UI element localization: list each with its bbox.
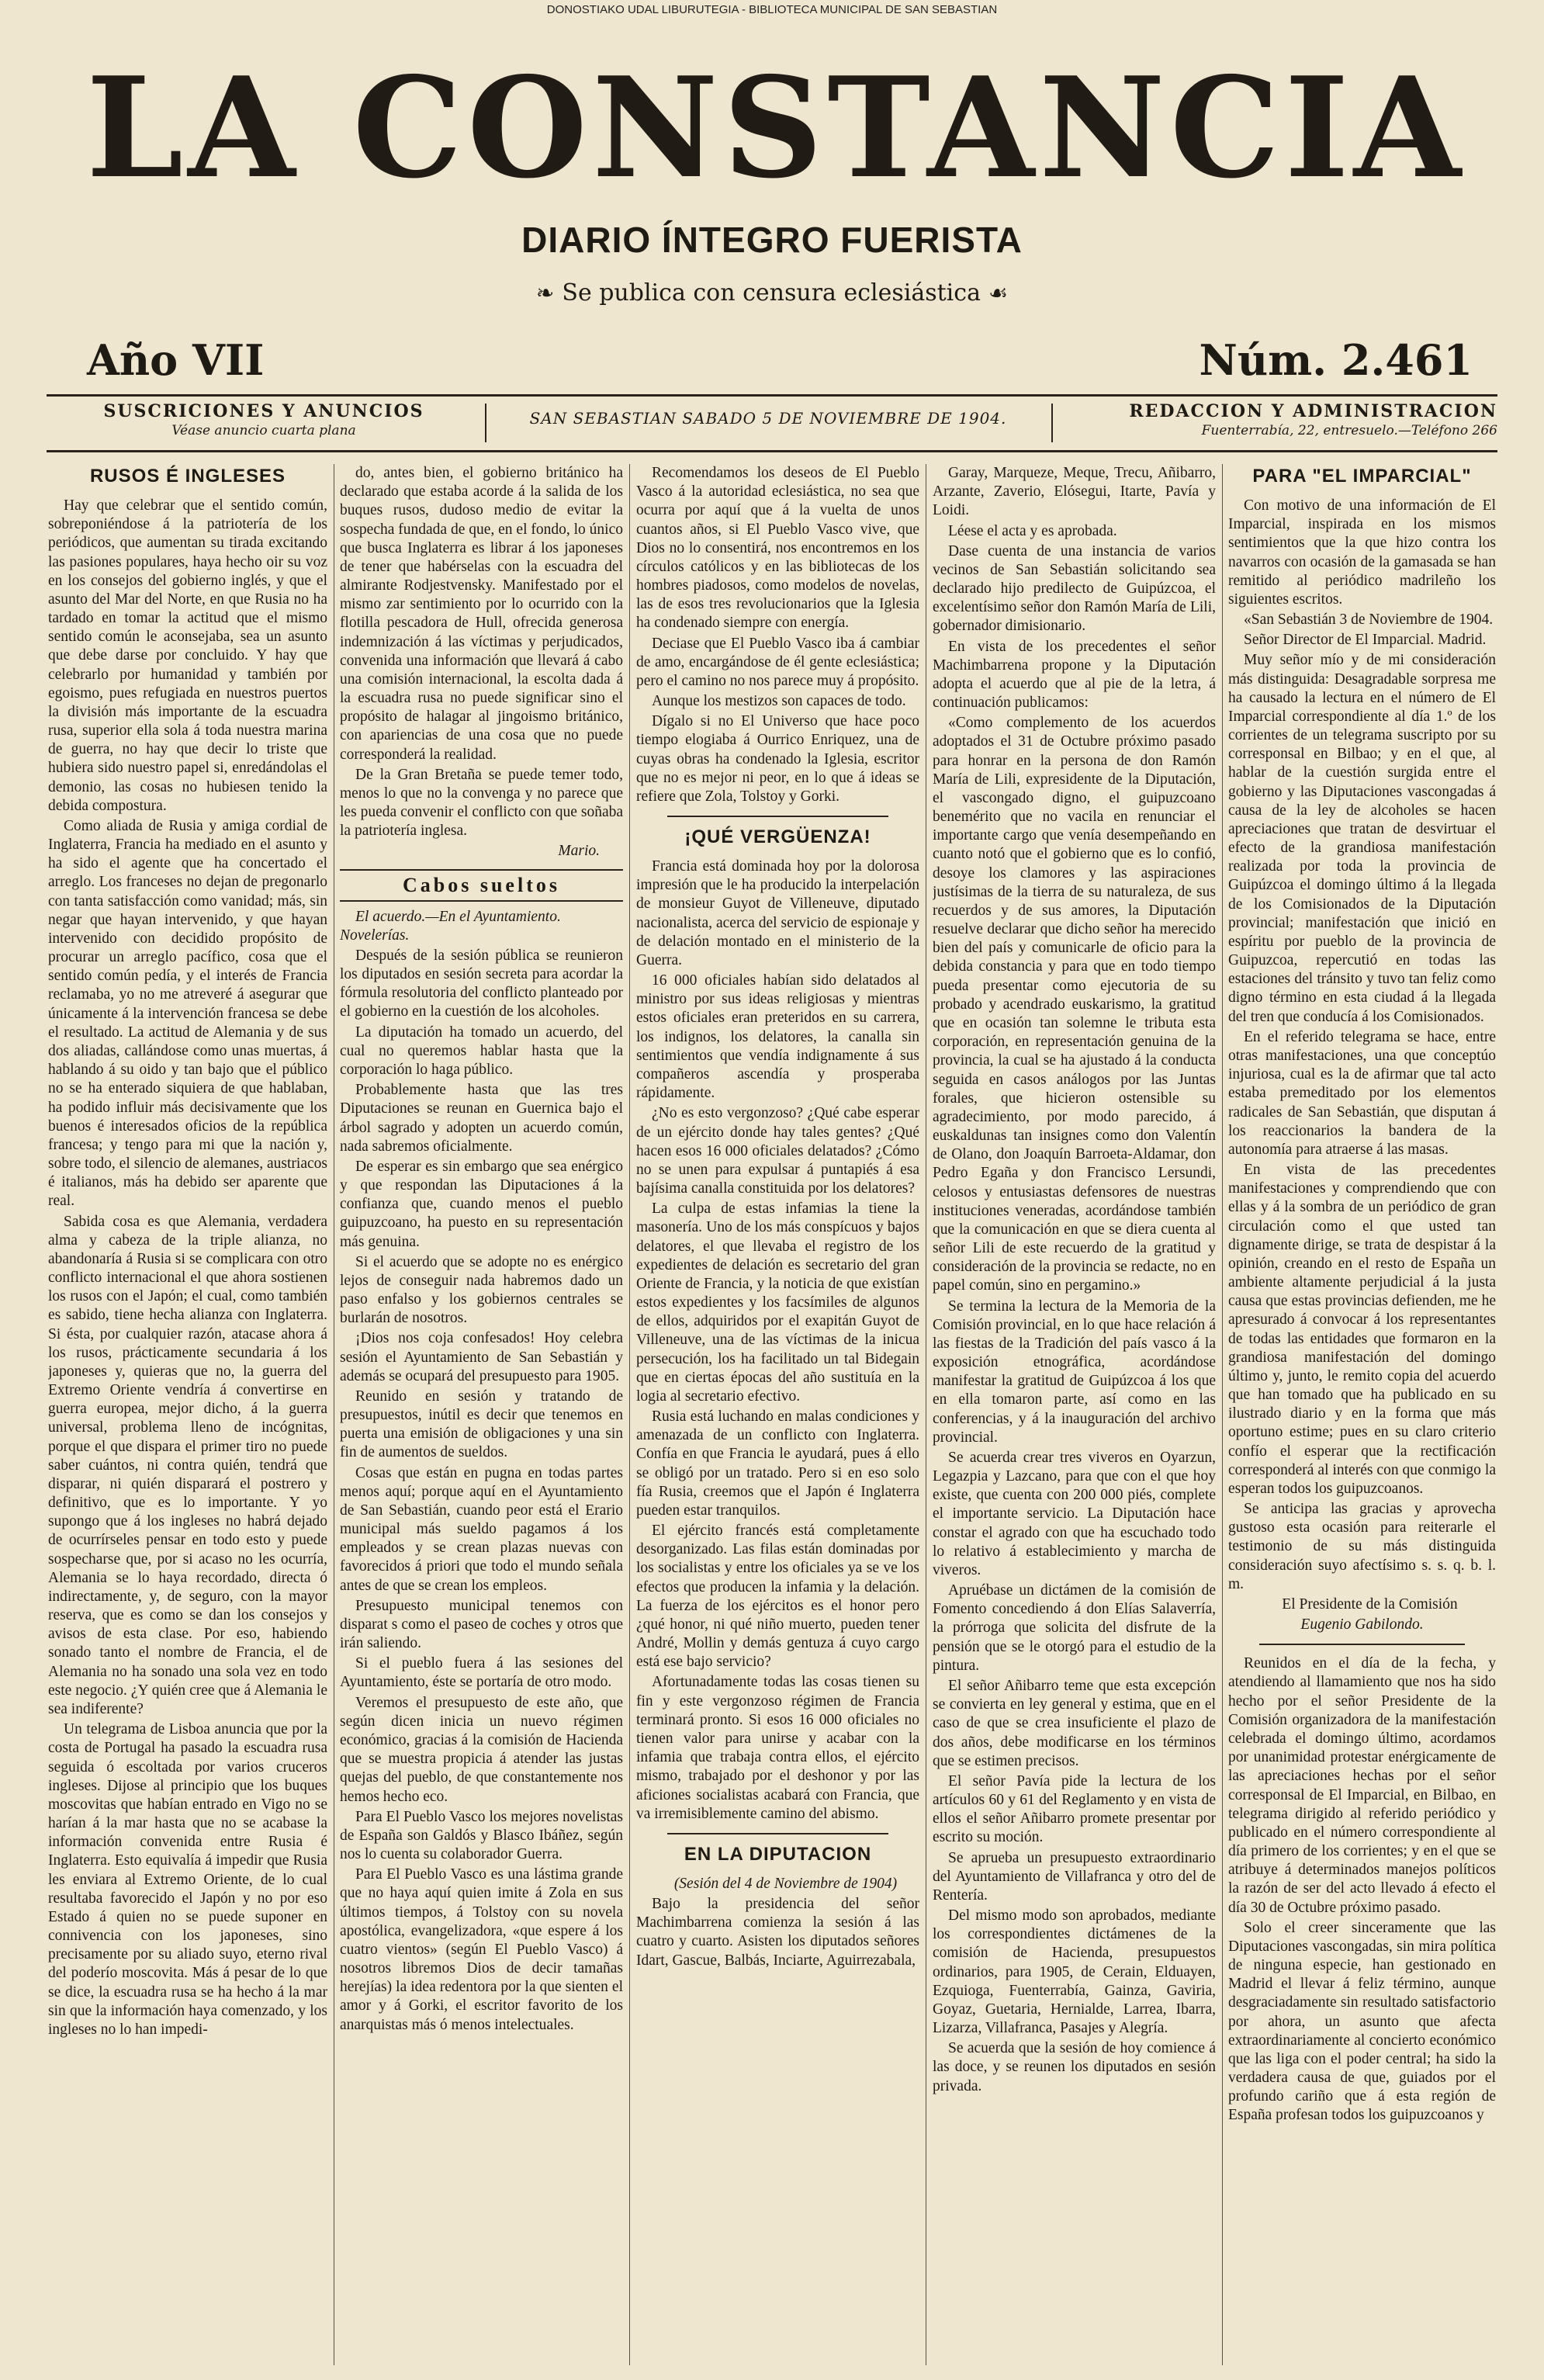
paragraph: «San Sebastián 3 de Noviembre de 1904.: [1244, 611, 1494, 629]
paragraph: Después de la sesión pública se reunieron los diputados en sesión secreta para acordar la fórmula resolutoria del conflicto planteado por el gobierno en la cuestión de los alcoholes.: [340, 947, 623, 1020]
paragraph: La culpa de estas infamias la tiene la masonería. Uno de los más conspícuos y bajos delatores, el que llevaba el registro de los expedientes de delación es secretario del gran Oriente de Francia, y la noticia de que existían estos expedientes y los facsímiles de algunos de ellos, adquiridos por el exapitán Guyot de Villeneuve, una de las víctimas de la inicua persecución, los ha facilitado un tal Bidegain que en ciertas épocas del año sustituía en la logia al secretario efectivo.: [636, 1200, 919, 1405]
paragraph: Dase cuenta de una instancia de varios vecinos de San Sebastián solicitando sea declarado hijo predilecto de Guipúzcoa, el excelentísimo señor don Ramón María de Lili, gobernador dimisionario.: [933, 542, 1216, 635]
column-2: [340, 464, 623, 2369]
paragraph: La diputación ha tomado un acuerdo, del cual no queremos hablar hasta que la corporación lo haga público.: [340, 1024, 623, 1078]
office-address: Fuenterrabía, 22, entresuelo.—Teléfono 266: [1201, 423, 1497, 438]
paragraph: Se aprueba un presupuesto extraordinario del Ayuntamiento de Villafranca y otro del de Rentería.: [933, 1849, 1216, 1904]
paragraph: Garay, Marqueze, Meque, Trecu, Añibarro, Arzante, Zaverio, Elósegui, Itarte, Pavía y Loidi.: [933, 465, 1216, 519]
divider: [667, 816, 888, 817]
divider: [1051, 404, 1053, 442]
office-title: REDACCION Y ADMINISTRACION: [1129, 401, 1497, 421]
paragraph: En vista de los precedentes el señor Machimbarrena propone y la Diputación adopta el acuerdo que al pie de la letra, á continuación publicamos:: [933, 638, 1216, 712]
paragraph: Como aliada de Rusia y amiga cordial de Inglaterra, Francia ha mediado en el asunto y ha sido el agente que ha concertado el arreglo. Los franceses no dejan de pregonarlo con tanta satisfacción como vanidad; más, sin negar que hayan intervenido, y que hayan intervenido con decidido propósito de procurar un arreglo pacífico, cosa que el sentido común pedía, y el interés de Francia reclamaba, yo no me atreveré á asegurar que únicamente á la intervención francesa se debe el resultado. La actitud de Alemania y de sus dos aliadas, callándose como unas muertas, á hablando á su oido y tan bajo que el público no se ha enterado siquiera de que hablaban, ha podido influir más decisivamente que los buenos é interesados oficios de la república francesa; y tengo para mi que la nación y, sobre todo, el silencio de alemanes, austriacos é italianos, más ha debido ser aparente que real.: [48, 817, 327, 1210]
headline-que-verguenza: ¡QUÉ VERGÜENZA!: [684, 826, 871, 848]
paragraph: Se termina la lectura de la Memoria de la Comisión provincial, en lo que hace relación á las fiestas de la Tradición del país vasco á la exposición etnográfica, acordándose manifestar la gratitud de Guipúzcoa á los que en ella tomaron parte, así como en las conferencias, y á la inauguración del archivo provincial.: [933, 1297, 1216, 1446]
paragraph: Recomendamos los deseos de El Pueblo Vasco á la autoridad eclesiástica, no sea que ocurra por aquí que á la vuelta de unos cuantos años, si El Pueblo Vasco vive, que Dios no lo consentirá, nos encontremos en los círculos católicos y en las bibliotecas de los hombres piadosos, como modelos de novelas, las de esos tres revolucionarios que la Iglesia ha condenado siempre con energía.: [636, 465, 919, 632]
signature-gabilondo: Eugenio Gabilondo.: [1300, 1616, 1424, 1633]
signature-mario: Mario.: [558, 843, 600, 860]
paragraph: Solo el creer sinceramente que las Diputaciones vascongadas, sin mira política de ninguna especie, han gestionado en Madrid el llevar á feliz término, aunque desgraciadamente sin resultado satisfactorio por ahora, un asunto que afecta extraordinariamente al concierto económico que las liga con el poder central; ha sido la verdadera causa de que, guiados por el profundo cariño que á esta región de España profesan todos los guipuzcoanos y: [1228, 1919, 1496, 2124]
paragraph: El Presidente de la Comisión: [1282, 1595, 1458, 1613]
paragraph: Para El Pueblo Vasco es una lástima grande que no haya aquí quien imite á Zola en sus últimos tiempos, á Tolstoy con su novela apostólica, evangelizadora, «que espere á los cuatro vientos» (según El Pueblo Vasco) á nosotros libremos Dios de decir tamañas herejías) la idea redentora por la que sienten el amor y á Gorki, el escritor favorito de los anarquistas más ó menos intelectuales.: [340, 1866, 623, 2033]
paragraph: Un telegrama de Lisboa anuncia que por la costa de Portugal ha pasado la escuadra rusa seguida ó escoltada por varios cruceros ingleses. Dijose al principio que los buques moscovitas que habían entrado en Vigo no se harían á la mar hasta que no se acabase la información convenida entre Rusia é Inglaterra. Esto equivalía á impedir que Rusia les enviara al Extremo Oriente, de lo cual resultaba favorecido el Japón y no por eso Estado á quien no se puede suponer en connivencia con los japoneses, sino precisamente por su aliado suyo, eterno rival del poderío moscovita. Más á pesar de lo que se dice, la escuadra rusa se ha hecho á la mar sin que la información haya comenzado, y los ingleses no lo han impedi-: [48, 1721, 327, 2038]
paragraph: Sabida cosa es que Alemania, verdadera alma y cabeza de la triple alianza, no abandonaría á Rusia si se complicara con otro conflicto internacional el que ahora sostienen los rusos con el Japón; el cual, como también es sabido, tiene hecha alianza con Inglaterra. Si ésta, por cualquier razón, atacase ahora á los rusos, prácticamente secundaria á los japoneses y, quieras que no, la guerra del Extremo Oriente vendría á convertirse en guerra europea, mejor dicho, á la guerra universal, problema lleno de incógnitas, porque el que dispara el primer tiro no puede saber cuántos, ni contra quién, tendrá que disparar, ni quién disparará el postrero y definitivo, que es lo importante. Y yo supongo que á los ingleses no habrá dejado de ocurrírseles pensar en todo esto y puede sospecharse que, por si acaso no les ocurría, Alemania se lo haya recordado, directa ó indirectamente, y, de seguro, con la mayor reserva, que es como se dan los consejos y avisos de esta clase. Por eso, habiendo sonado tanto el nombre de Francia, el de Alemania no ha sonado una sola vez en todo este negocio. ¿Y quién cree que á Alemania le sea indiferente?: [48, 1213, 327, 1717]
masthead-subtitle: DIARIO ÍNTEGRO FUERISTA: [521, 220, 1023, 260]
paragraph: Deciase que El Pueblo Vasco iba á cambiar de amo, encargándose de él gente eclesiástica; pero el camino no nos parece muy á propósito.: [636, 635, 919, 689]
year-label: Año VII: [87, 335, 265, 385]
censure-line: [0, 279, 1544, 307]
paragraph: Cosas que están en pugna en todas partes menos aquí; porque aquí en el Ayuntamiento de San Sebastián, cuando peor está el Erario municipal más sueldo pagamos á los empleados y se crean plazas nuevas con favorecidos á priori que todo el mundo señala antes de que se crean los empleos.: [340, 1464, 623, 1594]
paragraph: Francia está dominada hoy por la dolorosa impresión que le ha producido la interpelación de monsieur Guyot de Villeneuve, diputado nacionalista, acerca del servicio de espionaje y de delación montado en el ministerio de la Guerra.: [636, 858, 919, 968]
masthead-title: LA CONSTANCIA: [86, 47, 1466, 209]
paragraph: Si el pueblo fuera á las sesiones del Ayuntamiento, éste se portaría de otro modo.: [340, 1655, 623, 1691]
paragraph: 16 000 oficiales habían sido delatados al ministro por sus ideas religiosas y mientras estos oficiales eran preteridos en su carrera, los indignos, los delatores, la canalla sin sentimientos que vendía indignamente á sus compañeros ascendía y prosperaba rápidamente.: [636, 972, 919, 1102]
column-rule: [1222, 464, 1223, 2365]
paragraph: El ejército francés está completamente desorganizado. Las filas están dominadas por los socialistas y entre los oficiales ya se ve los efectos que producen la infamia y la delación. La fuerza de los ejércitos es el honor pero ¿qué honor, ni qué niño muerto, pueden tener André, Mollin y demás gentuza á cuyo cargo está ese bajo servicio?: [636, 1523, 919, 1671]
column-1: [48, 464, 327, 2369]
paragraph: El señor Añibarro teme que esta excepción se convierta en ley general y estima, que en el caso de que se crea insuficiente el plazo de dos años, debe modificarse en los términos que se estimen precisos.: [933, 1678, 1216, 1769]
column-3: [636, 464, 919, 2369]
session-dateline: (Sesión del 4 de Noviembre de 1904): [673, 1875, 898, 1892]
issue-dateline: SAN SEBASTIAN SABADO 5 DE NOVIEMBRE DE 1904.: [529, 409, 1007, 428]
section-cabos-sueltos: Cabos sueltos: [340, 869, 623, 902]
paragraph: En vista de las precedentes manifestaciones y comprendiendo que con ellas y á la sombra de un periódico de gran circulación como el que usted tan dignamente dirige, se trata de despistar á la opinión, creando en el resto de España un ambiente altamente perjudicial á la justa causa que estas provincias defienden, me he apresurado á convocar á los representantes de todas las entidades que formaron en la grandiosa manifestación del domingo último y, junto, le remito copia del acuerdo que han tomado que ha publicado en su ilustrado diario y en la forma que más oportuno estime; pues en su claro criterio confío el esperar que la rectificación corresponderá al interés con que conmigo la esperan todos los guipuzcoanos.: [1228, 1162, 1496, 1497]
paragraph: Hay que celebrar que el sentido común, sobreponiéndose á la patriotería de los periódicos, que aumentan su tirada excitando las pasiones populares, haya hecho oir su voz en los consejos del gobierno inglés, y que el asunto del Mar del Norte, en que Rusia no ha tardado en tomar la actitud que el mismo sentido común le aconsejaba, sea un asunto que debe darse por concluido. Y hay que celebrarlo por humanidad y también por egoismo, pues refugiada en nuestros puertos la división más importante de la escuadra rusa, superior ella sola á toda nuestra marina de guerra, no hay que decir lo triste que hubiera sido nuestro papel si, enredándolas el demonio, las cosas no hubiesen tenido la debida compostura.: [48, 497, 327, 814]
divider: [47, 394, 1497, 397]
paragraph: Para El Pueblo Vasco los mejores novelistas de España son Galdós y Blasco Ibáñez, según nos lo cuenta su colaborador Guerra.: [340, 1808, 623, 1863]
paragraph: Se acuerda crear tres viveros en Oyarzun, Legazpia y Lazcano, para que con el que hoy existe, que cuenta con 200 000 piés, complete el importante servicio. La Diputación hace constar el agrado con que ha escuchado todo lo relativo á establecimiento y marcha de viveros.: [933, 1449, 1216, 1578]
paragraph: Muy señor mío y de mi consideración más distinguida: Desagradable sorpresa me ha causado la lectura en el número de El Imparcial correspondiente al día 1.º de los corrientes de un telegrama suscripto por su corresponsal en Bilbao; y en el que, al hablar de la cuestión surgida entre el gobierno y las Diputaciones vascongadas á causa de la ley de alcoholes se hacen apreciaciones que tratan de desvirtuar el efecto de la grandiosa manifestación realizada por toda la provincia de Guipúzcoa el domingo último á la llegada de los Comisionados de la Diputación provincial; manifestación que inició en espíritu por pueblo de la provincia de Guipuzcoa, repercutió en todas las estaciones del tránsito y tuvo tan feliz como digno término en esta ciudad á la llegada del tren que conducía á los Comisionados.: [1228, 652, 1496, 1025]
paragraph: Léese el acta y es aprobada.: [948, 522, 1117, 539]
paragraph: Si el acuerdo que se adopte no es enérgico lejos de conseguir nada habremos dado un paso enfalso y los gobiernos centrales se burlarán de nosotros.: [340, 1253, 623, 1327]
paragraph: Reunidos en el día de la fecha, y atendiendo al llamamiento que nos ha sido hecho por el señor Presidente de la Comisión organizadora de la manifestación celebrada el domingo último, acordamos por unanimidad protestar enérgicamente de las apreciaciones hechas por el señor corresponsal de El Imparcial, en Bilbao, en telegrama dirigido al referido periódico y publicado en el número correspondiente al día primero de los corrientes; y en el que se atribuye á determinados manejos políticos la razón de ser del acto llevado á efecto el día 30 de Octubre próximo pasado.: [1228, 1655, 1496, 1916]
paragraph: Del mismo modo son aprobados, mediante los correspondientes dictámenes de la comisión de Hacienda, presupuestos ordinarios, para 1905, de Cerain, Elduayen, Ezquioga, Fuenterrabía, Gainza, Gaviria, Goyaz, Guetaria, Hernialde, Larrea, Ibarra, Lizarza, Villafranca, Pasajes y Alegría.: [933, 1907, 1216, 2037]
paragraph: Presupuesto municipal tenemos con disparat s como el paseo de coches y otros que irán saliendo.: [340, 1597, 623, 1652]
issue-number: Núm. 2.461: [1199, 335, 1473, 385]
paragraph: «Como complemento de los acuerdos adoptados el 31 de Octubre próximo pasado para honrar en la persona de don Ramón María de Lili, expresidente de la Diputación, el vascongado digno, el guipuzcoano benemérito que no vacila en renunciar el importante cargo que venía desempeñando en cuanto notó que el gobierno que es lo confió, desoye los clamores y las aspiraciones justísimas de la tierra de su naturaleza, de sus recuerdos y de sus amores, la Diputación resuelve declarar que dicho señor ha merecido bien del país y comunicarle de oficio para la debida constancia y para que en todo tiempo pueda presentar como ejecutoria de su probado y acendrado euskarismo, la gratitud que en ocasión tan solemne le tributa esta corporación, en representación genuina de la provincia, la cual se ha ajustado á la conducta seguida en casos análogos por las Juntas forales, que hicieron ostensible su agradecimiento, por modo parecido, á euskaldunas tan insignes como don Valentín de Olano, don Joaquín Barroeta-Aldamar, don Pedro Egaña y don Francisco Lersundi, celosos y entusiastas defensores de nuestras instituciones veneradas, acordándose también que la comunicación en que se diera cuenta al señor Lili de este recuerdo de la gratitud y consideración de la provincia se redacte, no en papel común, sino en pergamino.»: [933, 715, 1216, 1294]
paragraph: do, antes bien, el gobierno británico ha declarado que estaba acorde á la salida de los buques rusos, dudoso medio de evitar la sospecha fundada de que, en el fondo, lo único que busca Inglaterra es librar á los japoneses de tener que habérselas con la escuadra del almirante Rodjestvensky. Manifestado por el mismo zar sentimiento por lo ocurrido con la flotilla pescadora de Hull, ofrecida generosa indemnización á las víctimas y perjudicados, convenida una información que llevará á cabo una comisión internacional, la escolta dada á la escuadra rusa no puede significar sino el propósito de halagar al jingoismo británico, con apariencias de una cosa que no puede corresponderá la realidad.: [340, 465, 623, 763]
ornament-right-icon: ☙: [988, 280, 1009, 306]
divider: [47, 450, 1497, 452]
paragraph: Se anticipa las gracias y aprovecha gustoso esta ocasión para reiterarle el testimonio de su más distinguida consideración suyo afectísimo s. s. q. b. l. m.: [1228, 1501, 1496, 1592]
headline-en-la-diputacion: EN LA DIPUTACION: [684, 1843, 872, 1865]
divider: [1259, 1644, 1465, 1645]
paragraph: Dígalo si no El Universo que hace poco tiempo elogiaba á Ourrico Enriquez, una de cuyas obras ha condenado la Iglesia, escritor que no es mejor ni peor, en lo que á ideas se refiere que Zola, Tolstoy y Gorki.: [636, 713, 919, 805]
paragraph: Probablemente hasta que las tres Diputaciones se reunan en Guernica bajo el árbol sagrado y adopten un acuerdo común, nada sabremos oficialmente.: [340, 1082, 623, 1155]
paragraph: Rusia está luchando en malas condiciones y amenazada de un conflicto con Inglaterra. Confía en que Francia le ayudará, pues á ello se obligó por un tratado. Pero si en eso solo fía Rusia, creemos que el Japón é Inglaterra pueden estar tranquilos.: [636, 1408, 919, 1519]
column-4: [933, 464, 1216, 2369]
subscriptions-note: Véase anuncio cuarta plana: [171, 423, 356, 438]
paragraph: Con motivo de una información de El Imparcial, inspirada en los mismos sentimientos que la que hizo contra los navarros con ocasión de la gamasada se han remitido al periódico madrileño los siguientes escritos.: [1228, 497, 1496, 608]
subscriptions-title: SUSCRICIONES Y ANUNCIOS: [103, 401, 424, 421]
paragraph: Veremos el presupuesto de este año, que según dicen inicia un nuevo régimen económico, gracias á la comisión de Hacienda que se muestra propicia á atender las justas quejas del pueblo, de que constantemente nos hemos hecho eco.: [340, 1694, 623, 1805]
column-5: [1228, 464, 1496, 2369]
paragraph: Se acuerda que la sesión de hoy comience á las doce, y se reunen los diputados en sesión privada.: [933, 2040, 1216, 2094]
ornament-left-icon: ❧: [535, 280, 555, 306]
censure-text: Se publica con censura eclesiástica: [562, 279, 981, 307]
paragraph: De esperar es sin embargo que sea enérgico y que respondan las Diputaciones á la confianza que, cuando menos el pueblo guipuzcoano, ha puesto en su representación más genuina.: [340, 1158, 623, 1250]
divider: [667, 1833, 888, 1834]
paragraph: En el referido telegrama se hace, entre otras manifestaciones, una que conceptúo injuriosa, cual es la de afirmar que tal acto estaba premeditado por los elementos radicales de San Sebastián, que disputan á los reaccionarios la bandera de la autonomía para atraerse á las masas.: [1228, 1028, 1496, 1158]
paragraph: El señor Pavía pide la lectura de los artículos 60 y 61 del Reglamento y en vista de ellos el señor Añibarro promete presentar por escrito su moción.: [933, 1772, 1216, 1846]
paragraph: Señor Director de El Imparcial. Madrid.: [1244, 632, 1487, 649]
paragraph: ¿No es esto vergonzoso? ¿Qué cabe esperar de un ejército donde hay tales gentes? ¿Qué hacen esos 16 000 oficiales delatados? ¿Cómo no se unen para expulsar á puntapiés á esa bajísima canalla constituida por los delatores?: [636, 1105, 919, 1197]
divider: [485, 404, 486, 442]
column-rule: [629, 464, 630, 2365]
paragraph: De la Gran Bretaña se puede temer todo, menos lo que no la convenga y no parece que les pueda convenir el conflicto con que soñaba la patriotería inglesa.: [340, 766, 623, 840]
paragraph: Apruébase un dictámen de la comisión de Fomento concediendo á don Elías Salaverría, la prórroga que solicita del disfrute de la pensión que se le otorgó para el estudio de la pintura.: [933, 1582, 1216, 1674]
subscriptions-box: [47, 401, 481, 438]
paragraph: Reunido en sesión y tratando de presupuestos, inútil es decir que tenemos en puerta una emisión de obligaciones y una sin fin de aumentos de sueldos.: [340, 1387, 623, 1461]
paragraph: Aunque los mestizos son capaces de todo.: [652, 693, 906, 710]
paragraph: ¡Dios nos coja confesados! Hoy celebra sesión el Ayuntamiento de San Sebastián y además se ocupará del presupuesto para 1905.: [340, 1330, 623, 1384]
paragraph: Bajo la presidencia del señor Machimbarrena comienza la sesión á las cuatro y cuarto. Asisten los diputados señores Idart, Gascue, Balbás, Inciarte, Aguirrezabala,: [636, 1896, 919, 1969]
headline-para-el-imparcial: PARA "EL IMPARCIAL": [1252, 466, 1472, 487]
paragraph: Afortunadamente todas las cosas tienen su fin y este vergonzoso régimen de Francia terminará pronto. Si esos 16 000 oficiales no tienen valor para unirse y acabar con la infamia que trabaja contra ellos, el ejército mismo, trabajado por el deshonor y por las aficiones socialistas acabará con Francia, que va irremisiblemente camino del abismo.: [636, 1674, 919, 1822]
section-dateline: El acuerdo.—En el Ayuntamiento. Novelerías.: [340, 908, 561, 944]
office-box: [1055, 401, 1497, 438]
headline-rusos-ingleses: RUSOS É INGLESES: [89, 466, 286, 487]
archive-caption: DONOSTIAKO UDAL LIBURUTEGIA - BIBLIOTECA MUNICIPAL DE SAN SEBASTIAN: [546, 3, 998, 16]
